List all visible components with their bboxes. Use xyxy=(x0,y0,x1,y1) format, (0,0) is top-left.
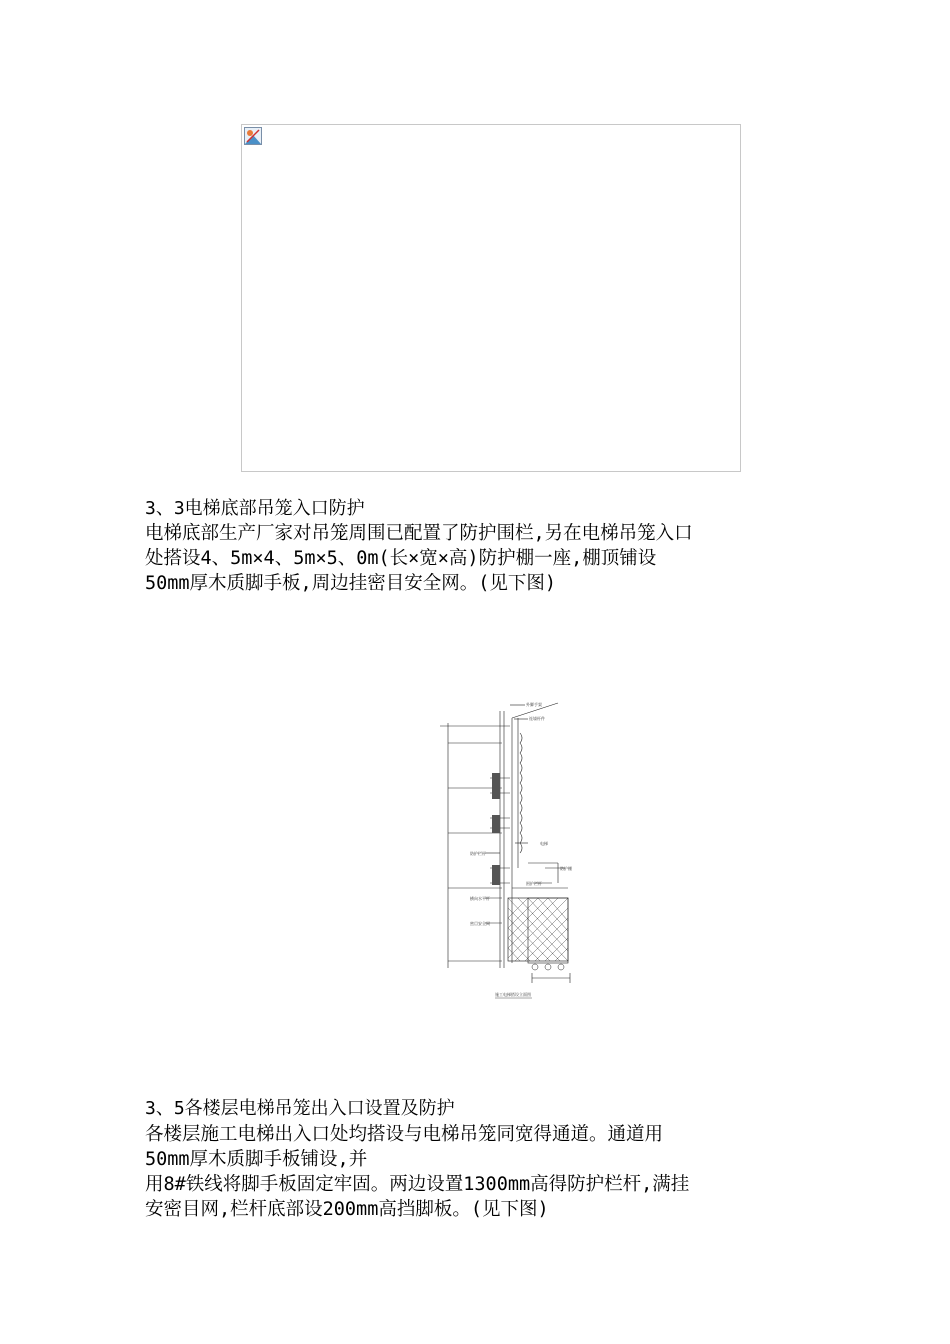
section-paragraph-3-3 xyxy=(145,521,815,596)
section-heading-3-3: 3、3电梯底部吊笼入口防护 xyxy=(145,498,365,519)
figure-label: 连墙杆件 xyxy=(529,716,545,721)
elevator-elevation-drawing xyxy=(440,693,590,1008)
figure-caption: 施工电梯搭设立面图 xyxy=(495,992,531,997)
broken-image-icon xyxy=(244,127,262,145)
section-paragraph-3-5 xyxy=(145,1122,815,1222)
section-heading-3-5: 3、5各楼层电梯吊笼出入口设置及防护 xyxy=(145,1098,455,1119)
figure-label: 防护棚 xyxy=(560,866,572,871)
image-placeholder xyxy=(241,124,741,472)
figure-label: 密目安全网 xyxy=(470,921,490,926)
paragraph-line: 电梯底部生产厂家对吊笼周围已配置了防护围栏,另在电梯吊笼入口 xyxy=(145,523,693,544)
paragraph-line: 安密目网,栏杆底部设200mm高挡脚板。(见下图) xyxy=(145,1199,549,1220)
paragraph-line: 50mm厚木质脚手板铺设,并 xyxy=(145,1149,368,1170)
paragraph-line: 各楼层施工电梯出入口处均搭设与电梯吊笼同宽得通道。通道用 xyxy=(145,1124,664,1145)
figure-label: 电梯 xyxy=(540,841,548,846)
paragraph-line: 50mm厚木质脚手板,周边挂密目安全网。(见下图) xyxy=(145,573,556,594)
figure-label: 围护栏杆 xyxy=(526,881,542,886)
figure-label: 横向水平杆 xyxy=(470,896,490,901)
figure-label: 外脚手架 xyxy=(526,702,542,707)
paragraph-line: 处搭设4、5m×4、5m×5、0m(长×宽×高)防护棚一座,棚顶铺设 xyxy=(145,548,657,569)
paragraph-line: 用8#铁线将脚手板固定牢固。两边设置1300mm高得防护栏杆,满挂 xyxy=(145,1174,690,1195)
figure-label: 防护栏杆 xyxy=(470,851,486,856)
